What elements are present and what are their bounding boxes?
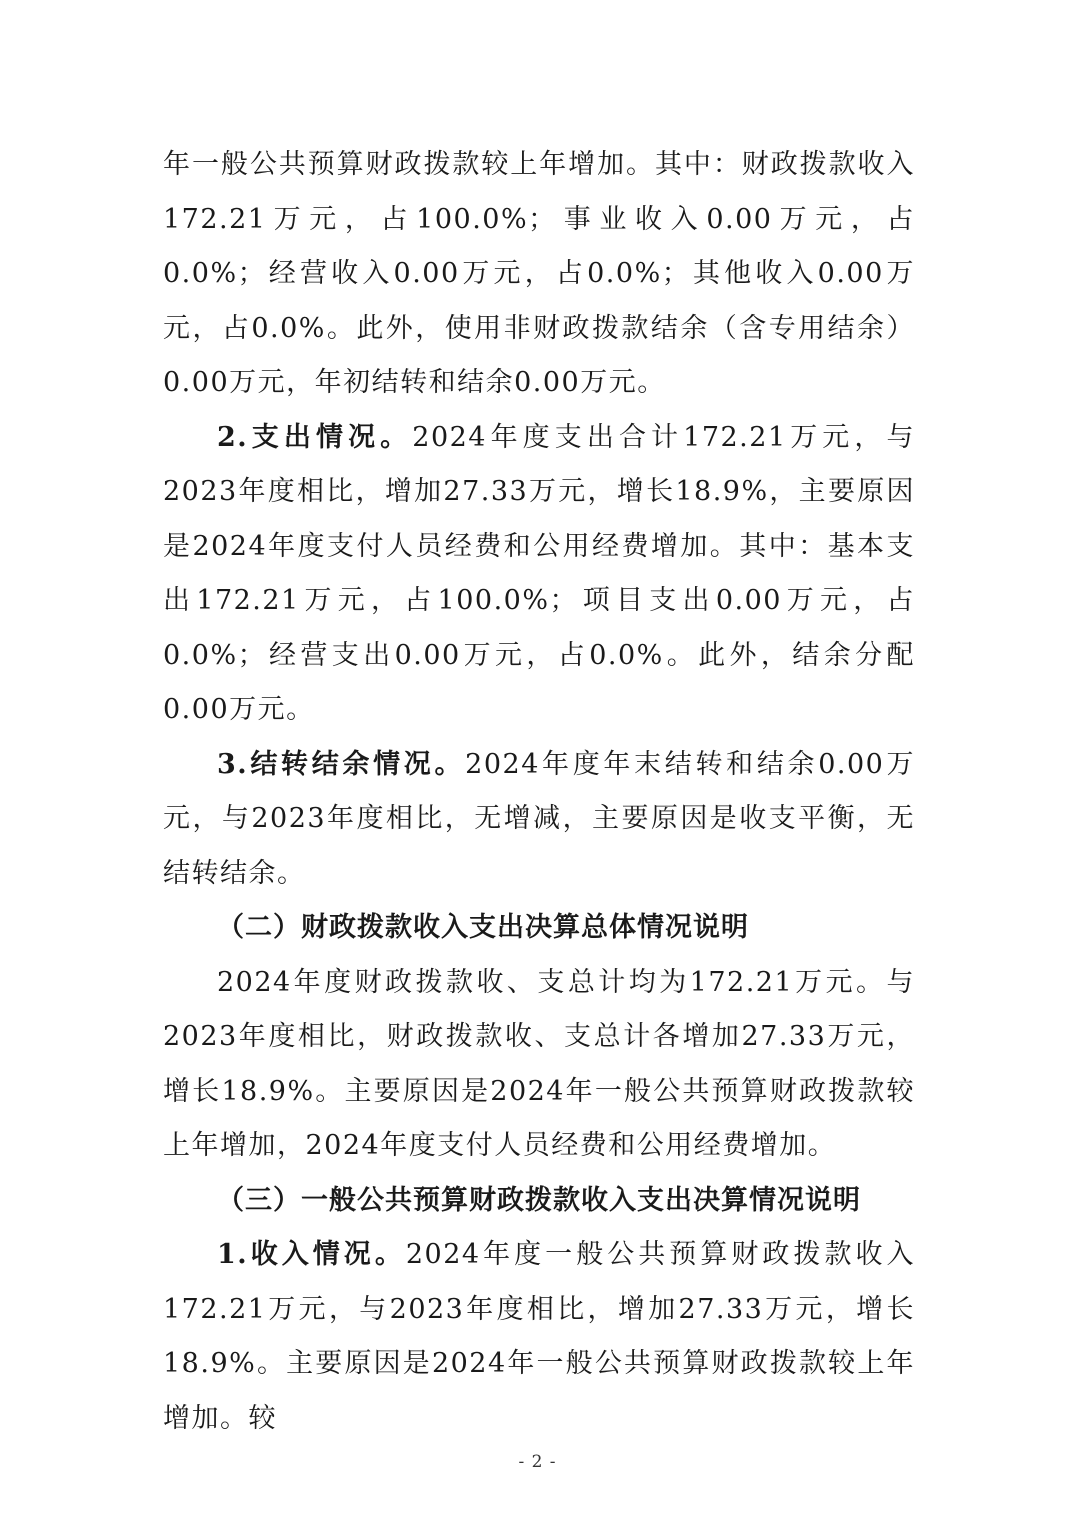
paragraph-carryover <box>163 738 915 902</box>
paragraph-income-continued: 年一般公共预算财政拨款较上年增加。其中：财政拨款收入172.21万元，占100.0%；事业收入0.00万元，占0.0%；经营收入0.00万元，占0.0%；其他收入0.00万元，占0.0%。此外，使用非财政拨款结余（含专用结余）0.00万元，年初结转和结余0.00万元。 <box>163 149 915 398</box>
paragraph-general-income-lead: 1.收入情况。 <box>217 1239 406 1270</box>
paragraph-expenditure-lead: 2.支出情况。 <box>217 421 413 453</box>
paragraph-carryover-lead: 3.结转结余情况。 <box>217 748 466 780</box>
page-number: - 2 - <box>518 1452 557 1472</box>
section-heading-2: （二）财政拨款收入支出决算总体情况说明 <box>217 912 749 943</box>
document-body <box>163 138 915 1446</box>
paragraph-general-income <box>163 1228 915 1446</box>
paragraph-general-income-body: 2024年度一般公共预算财政拨款收入172.21万元，与2023年度相比，增加27.33万元，增长18.9%。主要原因是2024年一般公共预算财政拨款较上年增加。较 <box>163 1239 916 1434</box>
section-heading-3: （三）一般公共预算财政拨款收入支出决算情况说明 <box>217 1184 861 1216</box>
paragraph-expenditure-body: 2024年度支出合计172.21万元，与2023年度相比，增加27.33万元，增长18.9%，主要原因是2024年度支付人员经费和公用经费增加。其中：基本支出172.21万元，占100.0%；项目支出0.00万元，占0.0%；经营支出0.00万元，占0.0%。此外，结余分配0.00万元。 <box>163 421 916 725</box>
paragraph-fiscal-total: 2024年度财政拨款收、支总计均为172.21万元。与2023年度相比，财政拨款收、支总计各增加27.33万元，增长18.9%。主要原因是2024年一般公共预算财政拨款较上年增加，2024年度支付人员经费和公用经费增加。 <box>163 966 915 1161</box>
paragraph-expenditure <box>163 411 915 738</box>
paragraph-carryover-body: 2024年度年末结转和结余0.00万元，与2023年度相比，无增减，主要原因是收支平衡，无结转结余。 <box>163 748 915 889</box>
